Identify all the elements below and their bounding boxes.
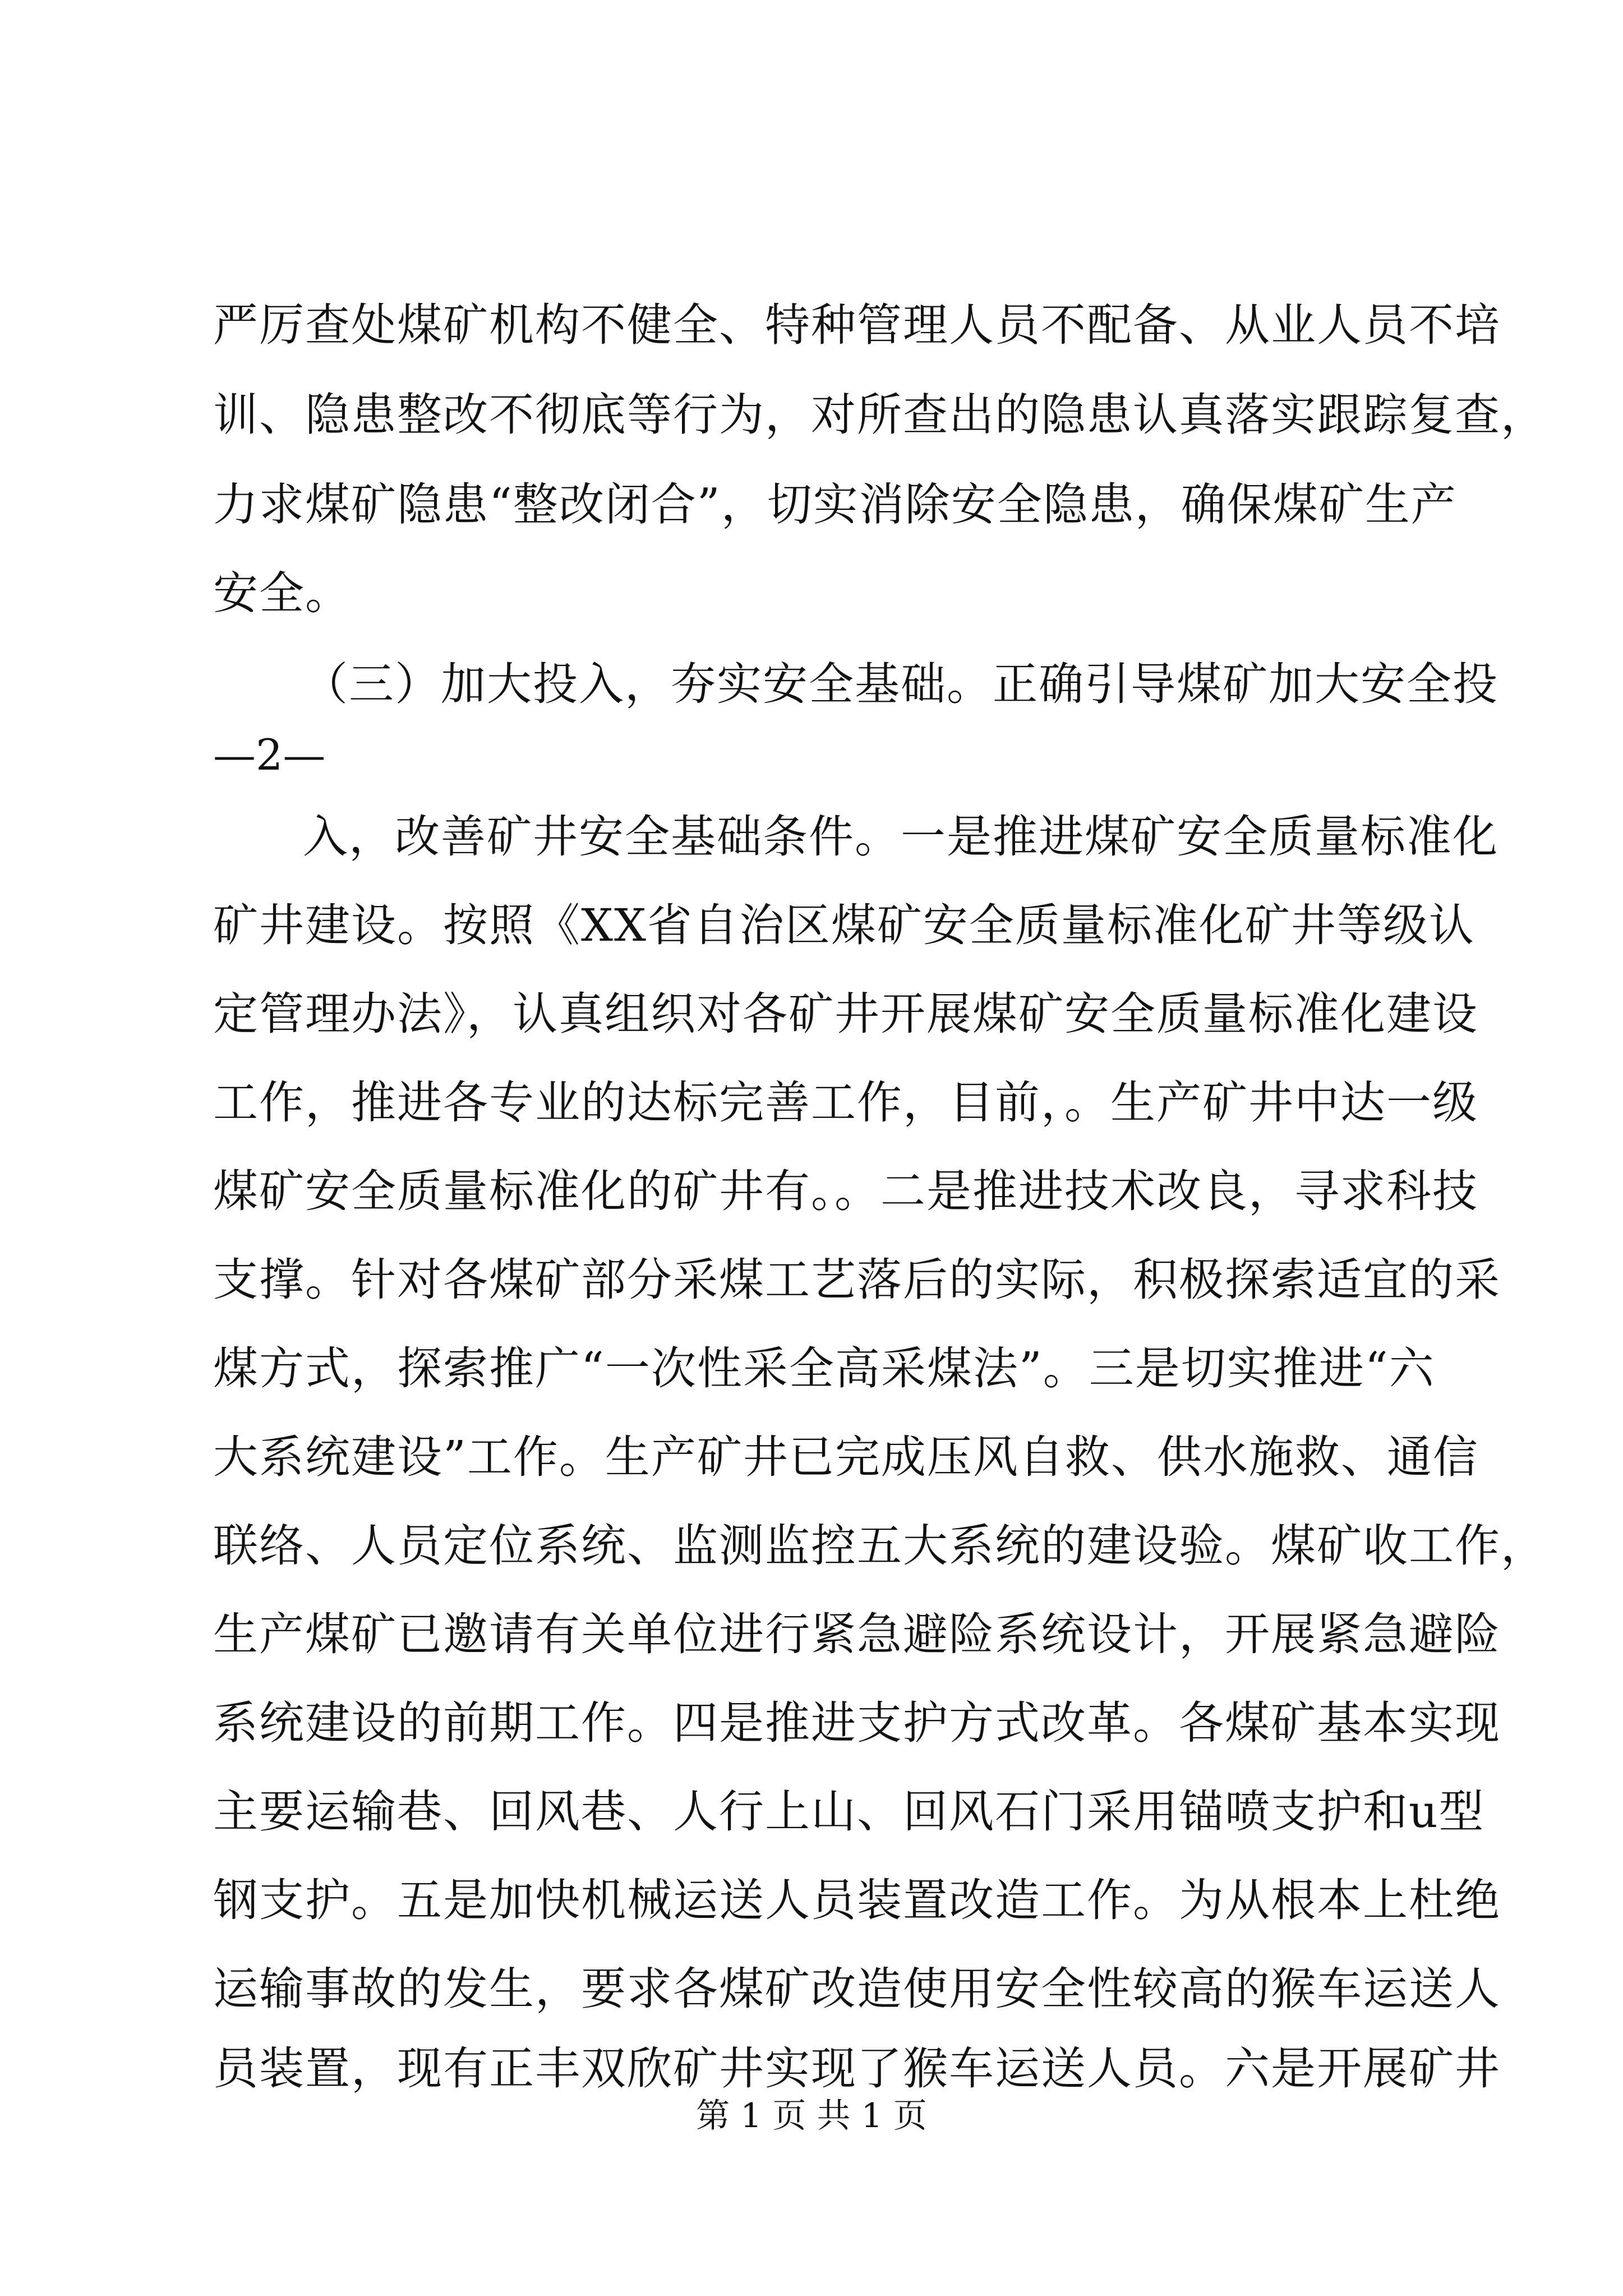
paragraph-3-line-13: 钢支护。五是加快机械运送人员装置改造工作。为从根本上杜绝	[213, 1874, 1501, 1926]
paragraph-3-line-14: 运输事故的发生，要求各煤矿改造使用安全性较高的猴车运送人	[213, 1963, 1501, 2015]
paragraph-3-line-8: 大系统建设”工作。生产矿井已完成压风自救、供水施救、通信	[213, 1431, 1479, 1483]
paragraph-3-line-5: 煤矿安全质量标准化的矿井有。。二是推进技术改良，寻求科技	[213, 1165, 1478, 1217]
page-marker: —2—	[213, 730, 326, 780]
paragraph-3-line-12: 主要运输巷、回风巷、人行上山、回风石门采用锚喷支护和u型	[213, 1786, 1485, 1838]
paragraph-1-line-2: 训、隐患整改不彻底等行为，对所查出的隐患认真落实跟踪复查，	[213, 389, 1547, 441]
paragraph-1-line-4: 安全。	[213, 567, 351, 619]
paragraph-3-line-1: 入，改善矿井安全基础条件。一是推进煤矿安全质量标准化	[303, 811, 1498, 863]
paragraph-3-line-7: 煤方式，探索推广“一次性采全高采煤法”。三是切实推进“六	[213, 1342, 1435, 1395]
page-footer: 第 1 页 共 1 页	[696, 2096, 927, 2136]
paragraph-3-line-11: 系统建设的前期工作。四是推进支护方式改革。各煤矿基本实现	[213, 1697, 1501, 1749]
section-heading-line: （三）加大投入，夯实安全基础。正确引导煤矿加大安全投	[303, 658, 1498, 710]
paragraph-1-line-3: 力求煤矿隐患“整改闭合”，切实消除安全隐患，确保煤矿生产	[213, 478, 1457, 531]
paragraph-3-line-3: 定管理办法》，认真组织对各矿井开展煤矿安全质量标准化建设	[213, 988, 1478, 1040]
paragraph-3-line-15: 员装置，现有正丰双欣矿井实现了猴车运送人员。六是开展矿井	[213, 2042, 1501, 2095]
paragraph-3-line-2: 矿井建设。按照《XX省自治区煤矿安全质量标准化矿井等级认	[213, 899, 1475, 951]
paragraph-3-line-9: 联络、人员定位系统、监测监控五大系统的建设验。煤矿收工作，	[213, 1520, 1547, 1572]
paragraph-3-line-10: 生产煤矿已邀请有关单位进行紧急避险系统设计，开展紧急避险	[213, 1608, 1501, 1660]
paragraph-3-line-4: 工作，推进各专业的达标完善工作，目前，。生产矿井中达一级	[213, 1076, 1478, 1129]
paragraph-1-line-1: 严厉查处煤矿机构不健全、特种管理人员不配备、从业人员不培	[213, 299, 1501, 351]
paragraph-3-line-6: 支撑。针对各煤矿部分采煤工艺落后的实际，积极探索适宜的采	[213, 1254, 1501, 1306]
